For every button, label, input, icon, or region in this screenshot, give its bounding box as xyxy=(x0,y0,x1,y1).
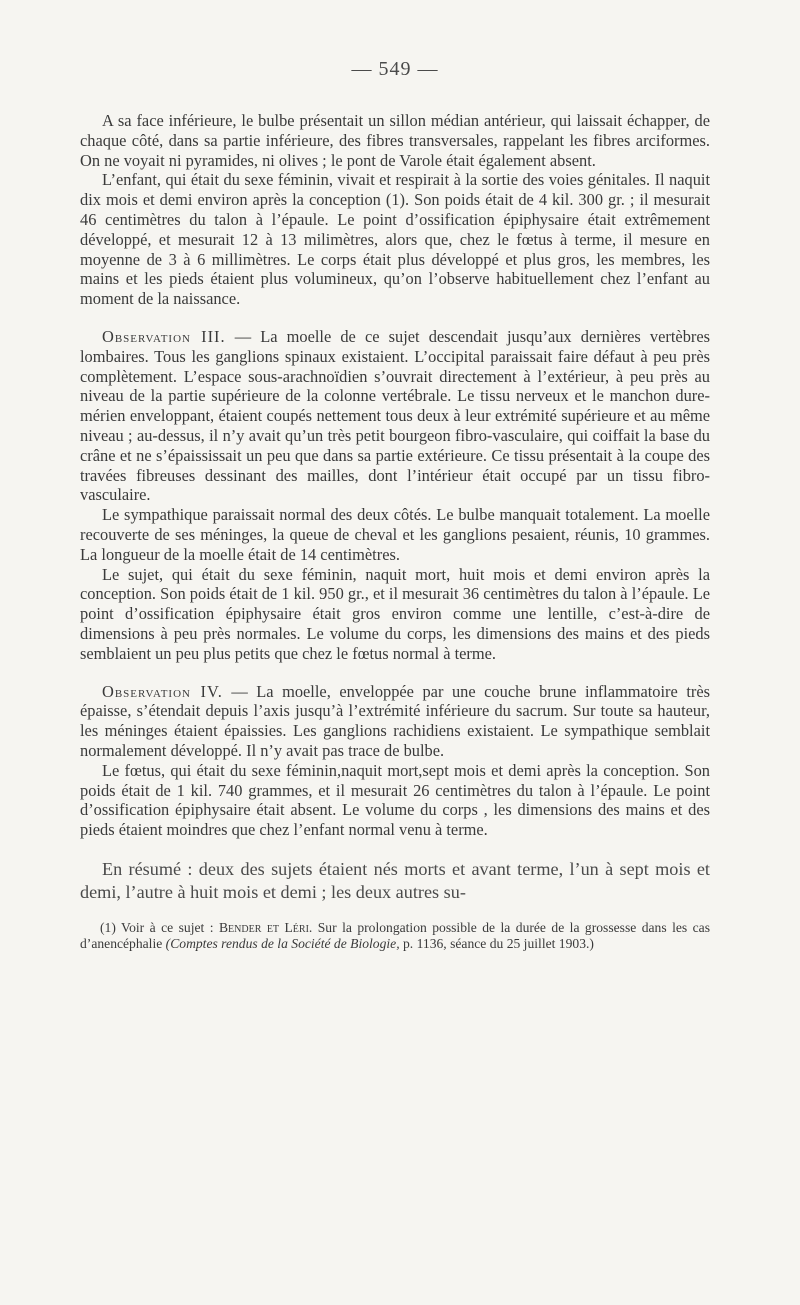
paragraph-observation-3 xyxy=(80,327,710,505)
paragraph-summary: En résumé : deux des sujets étaient nés morts et avant terme, l’un à sept mois et demi, l’autre à huit mois et demi ; les deux autres su- xyxy=(80,858,710,902)
paragraph-bulbe-description: A sa face inférieure, le bulbe présentait un sillon médian antérieur, qui laissait échapper, de chaque côté, dans sa partie inférieure, des fibres transversales, rappelant les fibres arciformes. On ne voyait ni pyramides, ni olives ; le pont de Varole était également absent. xyxy=(80,111,710,170)
footnote-marker: (1) Voir à ce sujet : xyxy=(100,919,219,935)
observation-3-label: Observation III. xyxy=(102,326,226,346)
footnote-end: p. 1136, séance du 25 juillet 1903.) xyxy=(399,935,594,951)
footnote xyxy=(80,920,710,952)
footnote-citation: (Comptes rendus de la Société de Biologie, xyxy=(165,935,400,951)
paragraph-sympathique: Le sympathique paraissait normal des deux côtés. Le bulbe manquait totalement. La moelle recouverte de ses méninges, la queue de cheval et les ganglions pesaient, réunis, 10 grammes. La longueur de la moelle était de 14 centimètres. xyxy=(80,505,710,564)
paragraph-observation-4 xyxy=(80,682,710,761)
paragraph-case-details: L’enfant, qui était du sexe féminin, vivait et respirait à la sortie des voies génitales. Il naquit dix mois et demi environ après la conception (1). Son poids était de 4 kil. 300 gr. ; il mesurait 46 centimètres du talon à l’épaule. Le point d’ossification épiphysaire était extrêmement développé, et mesurait 12 à 13 milimètres, alors que, chez le fœtus à terme, il mesure en moyenne de 3 à 6 millimètres. Le corps était plus développé et plus gros, les membres, les mains et les pieds étaient plus volumineux, qu’on l’observe habituellement chez l’enfant au moment de la naissance. xyxy=(80,170,710,309)
footnote-text: . Sur la prolongation possible de la durée de la grossesse dans les cas d’anencéphalie xyxy=(80,919,710,951)
paragraph-subject-4: Le fœtus, qui était du sexe féminin,naquit mort,sept mois et demi après la conception. Son poids était de 1 kil. 740 grammes, et il mesurait 26 centimètres du talon à l’épaule. Le point d’ossification épiphysaire était absent. Le volume du corps , les dimensions des mains et des pieds étaient moindres que chez l’enfant normal venu à terme. xyxy=(80,760,710,840)
observation-3-text: — La moelle de ce sujet descendait jusqu’aux dernières vertèbres lombaires. Tous les ganglions spinaux existaient. L’occipital paraissait faire défaut à peu près complètement. L’espace sous-arachnoïdien s’ouvrait directement à l’extérieur, à peu près au niveau de la partie supérieure de la colonne vertébrale. Le tissu nerveux et le manchon dure-mérien enveloppant, étaient coupés nettement tous deux à leur extrémité supérieure et au même niveau ; au-dessus, il n’y avait qu’un très petit bourgeon fibro-vasculaire, qui coiffait la base du crâne et ne s’épaississait un peu que dans sa partie extérieure. Ce tissu présentait à la coupe des travées fibreuses dessinant des mailles, dont l’intérieur était occupé par un tissu fibro-vasculaire. xyxy=(80,326,710,505)
observation-4-label: Observation IV. xyxy=(102,681,223,701)
observation-4-text: — La moelle, enveloppée par une couche brune inflammatoire très épaisse, s’étendait depuis l’axis jusqu’à l’extrémité inférieure du sacrum. Sur toute sa hauteur, les méninges étaient épaissies. Les ganglions rachidiens existaient. Le sympathique semblait normalement développé. Il n’y avait pas trace de bulbe. xyxy=(80,681,710,760)
footnote-separator xyxy=(80,904,710,920)
page-number: — 549 — xyxy=(351,58,439,80)
paragraph-subject-3: Le sujet, qui était du sexe féminin, naquit mort, huit mois et demi environ après la conception. Son poids était de 1 kil. 950 gr., et il mesurait 36 centimètres du talon à l’épaule. Le point d’ossification épiphysaire était gros environ comme une lentille, c’est-à-dire de dimensions à peu près normales. Le volume du corps, les dimensions des mains et des pieds semblaient un peu plus petits que chez le fœtus normal à terme. xyxy=(80,564,710,663)
footnote-authors: Bender et Léri xyxy=(218,919,309,935)
page xyxy=(80,58,710,952)
